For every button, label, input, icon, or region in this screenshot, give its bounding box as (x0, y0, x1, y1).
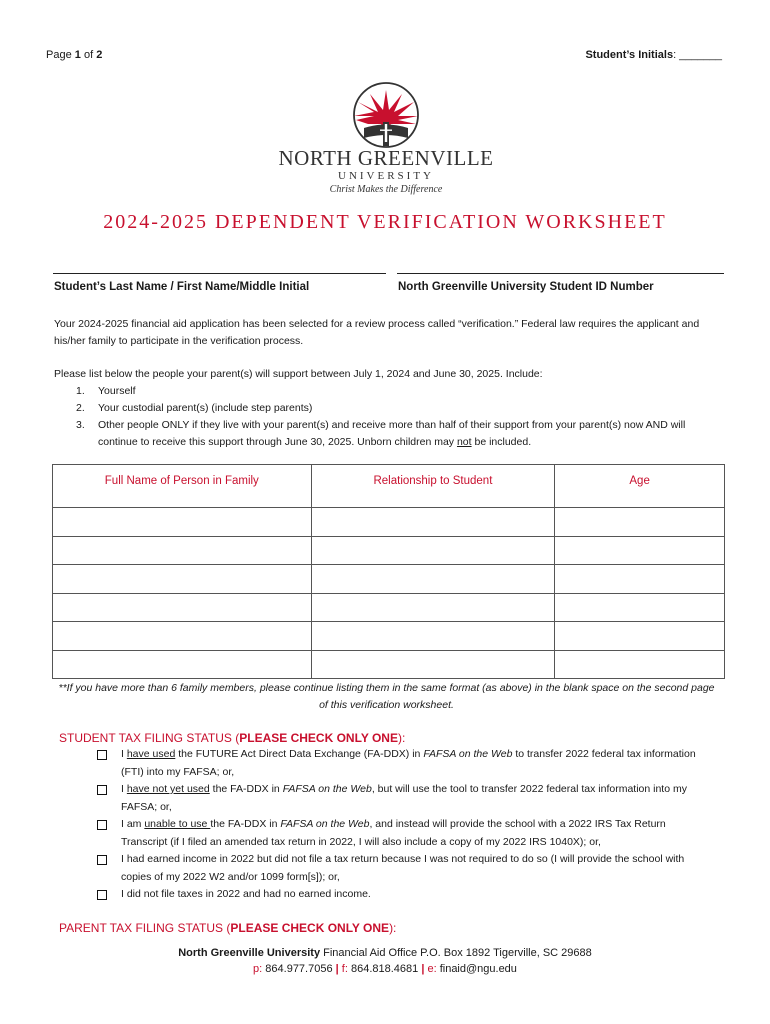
fax-number: 864.818.4681 (347, 963, 422, 975)
option-text (121, 746, 697, 781)
name-cell[interactable] (53, 650, 312, 679)
email-label: e: (427, 963, 437, 975)
column-header-name: Full Name of Person in Family (53, 465, 312, 508)
option-text-italic: FAFSA on the Web (280, 818, 370, 830)
list-text (98, 417, 706, 451)
list-number: 3. (76, 419, 85, 431)
option-text-underlined: unable to use (144, 818, 211, 830)
age-cell[interactable] (555, 565, 725, 594)
student-id-label: North Greenville University Student ID Number (398, 281, 654, 293)
relationship-cell[interactable] (311, 622, 555, 651)
heading-part: STUDENT TAX FILING STATUS ( (59, 731, 240, 745)
list-number: 1. (76, 385, 85, 397)
student-tax-status-heading (59, 729, 405, 747)
list-text-part: Other people ONLY if they live with your parent(s) and receive more than half of their support from your parent(s) now AND will continue to receive this support through June 30, 2025. Unborn children may (98, 419, 686, 448)
page-number (46, 47, 102, 64)
heading-part: PARENT TAX FILING STATUS ( (59, 921, 231, 935)
age-cell[interactable] (555, 593, 725, 622)
page-title: 2024-2025 DEPENDENT VERIFICATION WORKSHEET (103, 211, 667, 233)
tax-option (97, 886, 697, 904)
initials-label: Student’s Initials (585, 49, 674, 61)
footer-separator: | (421, 963, 425, 975)
list-intro-paragraph: Please list below the people your parent(s) will support between July 1, 2024 and June 30, 2025. Include: (54, 368, 543, 380)
footer-org: North Greenville University (178, 947, 321, 959)
option-text-part: I (121, 783, 127, 795)
option-text-italic: FAFSA on the Web (423, 748, 513, 760)
footer-separator: | (335, 963, 339, 975)
logo-tagline-text: Christ Makes the Difference (329, 184, 443, 195)
relationship-cell[interactable] (311, 593, 555, 622)
phone-number: 864.977.7056 (262, 963, 336, 975)
email-address[interactable]: finaid@ngu.edu (436, 963, 517, 975)
column-header-relationship: Relationship to Student (311, 465, 555, 508)
student-name-line[interactable] (53, 273, 386, 274)
student-initials-field[interactable] (585, 47, 722, 64)
list-number: 2. (76, 402, 85, 414)
list-text-part: be included. (471, 436, 532, 448)
option-text-part: I (121, 748, 127, 760)
heading-emphasis: PLEASE CHECK ONLY ONE (230, 921, 390, 935)
tax-option (97, 781, 697, 816)
family-table (52, 464, 725, 679)
list-item (76, 417, 706, 451)
option-text (121, 781, 697, 816)
table-header-row (53, 465, 725, 508)
age-cell[interactable] (555, 536, 725, 565)
table-row (53, 650, 725, 679)
heading-emphasis: PLEASE CHECK ONLY ONE (239, 731, 398, 745)
option-text-part: the FUTURE Act Direct Data Exchange (FA-DDX) in (175, 748, 424, 760)
option-text-part: to transfer 2022 federal tax information (FTI) into my FAFSA; or, (121, 748, 696, 778)
logo-emblem-icon (268, 80, 504, 198)
list-text: Yourself (98, 385, 136, 397)
option-text: I did not file taxes in 2022 and had no earned income. (121, 888, 371, 900)
option-text-italic: FAFSA on the Web (282, 783, 372, 795)
name-cell[interactable] (53, 565, 312, 594)
option-text-part: I am (121, 818, 145, 830)
column-header-age: Age (555, 465, 725, 508)
university-logo (268, 80, 504, 198)
tax-option (97, 746, 697, 781)
table-footnote: **If you have more than 6 family members, please continue listing them in the same format (as above) in the blank space on the second page of this verification worksheet. (58, 682, 715, 711)
list-text-underlined: not (456, 436, 472, 448)
name-cell[interactable] (53, 622, 312, 651)
name-cell[interactable] (53, 536, 312, 565)
option-text-underlined: have used (126, 748, 176, 760)
footer-address-text: Financial Aid Office P.O. Box 1892 Tigerville, SC 29688 (320, 947, 592, 959)
option-text-part: the FA-DDX in (210, 818, 281, 830)
phone-label: p: (253, 963, 263, 975)
option-text-part: the FA-DDX in (209, 783, 283, 795)
relationship-cell[interactable] (311, 508, 555, 537)
checkbox[interactable] (97, 855, 107, 865)
checkbox[interactable] (97, 785, 107, 795)
age-cell[interactable] (555, 622, 725, 651)
option-text-part: , and instead will provide the school with a 2022 IRS Tax Return Transcript (if I filed an amended tax return in 2022, I will also include a copy of my 2022 IRS 1040X); or, (121, 818, 666, 848)
checkbox[interactable] (97, 890, 107, 900)
parent-tax-status-heading (59, 919, 396, 937)
relationship-cell[interactable] (311, 650, 555, 679)
student-tax-options (97, 746, 697, 904)
logo-name-text: NORTH GREENVILLE (278, 146, 494, 170)
tax-option (97, 816, 697, 851)
family-include-list (76, 383, 706, 451)
option-text (121, 816, 697, 851)
option-text-underlined: have not yet used (126, 783, 210, 795)
page-of: of (83, 49, 94, 61)
table-row (53, 565, 725, 594)
table-row (53, 508, 725, 537)
logo-sub-text: UNIVERSITY (338, 170, 434, 182)
age-cell[interactable] (555, 650, 725, 679)
list-text: Your custodial parent(s) (include step parents) (98, 402, 313, 414)
table-row (53, 622, 725, 651)
list-item (76, 383, 706, 400)
student-name-label: Student’s Last Name / First Name/Middle Initial (54, 281, 310, 293)
checkbox[interactable] (97, 820, 107, 830)
table-row (53, 593, 725, 622)
student-id-line[interactable] (397, 273, 724, 274)
page-prefix: Page (46, 49, 72, 61)
tax-option (97, 851, 697, 886)
intro-paragraph: Your 2024-2025 financial aid application has been selected for a review process called “verification.” Federal law requires the applicant and his/her family to participate in the verification process. (54, 318, 700, 347)
name-cell[interactable] (53, 508, 312, 537)
heading-part: ): (389, 921, 397, 935)
table-row (53, 536, 725, 565)
list-item (76, 400, 706, 417)
page-total: 2 (96, 49, 103, 61)
relationship-cell[interactable] (311, 565, 555, 594)
footer-contact (0, 961, 770, 978)
age-cell[interactable] (555, 508, 725, 537)
heading-part: ): (397, 731, 406, 745)
page-current: 1 (74, 49, 81, 61)
option-text-part: , but will use the tool to transfer 2022 federal tax information into my FAFSA; or, (121, 783, 687, 813)
fax-label: f: (341, 963, 348, 975)
relationship-cell[interactable] (311, 536, 555, 565)
initials-blank: : _______ (673, 49, 722, 61)
option-text: I had earned income in 2022 but did not file a tax return because I was not required to do so (I will provide the school with copies of my 2022 W2 and/or 1099 form[s]); or, (121, 853, 685, 883)
checkbox[interactable] (97, 750, 107, 760)
footer-address (0, 945, 770, 962)
name-cell[interactable] (53, 593, 312, 622)
